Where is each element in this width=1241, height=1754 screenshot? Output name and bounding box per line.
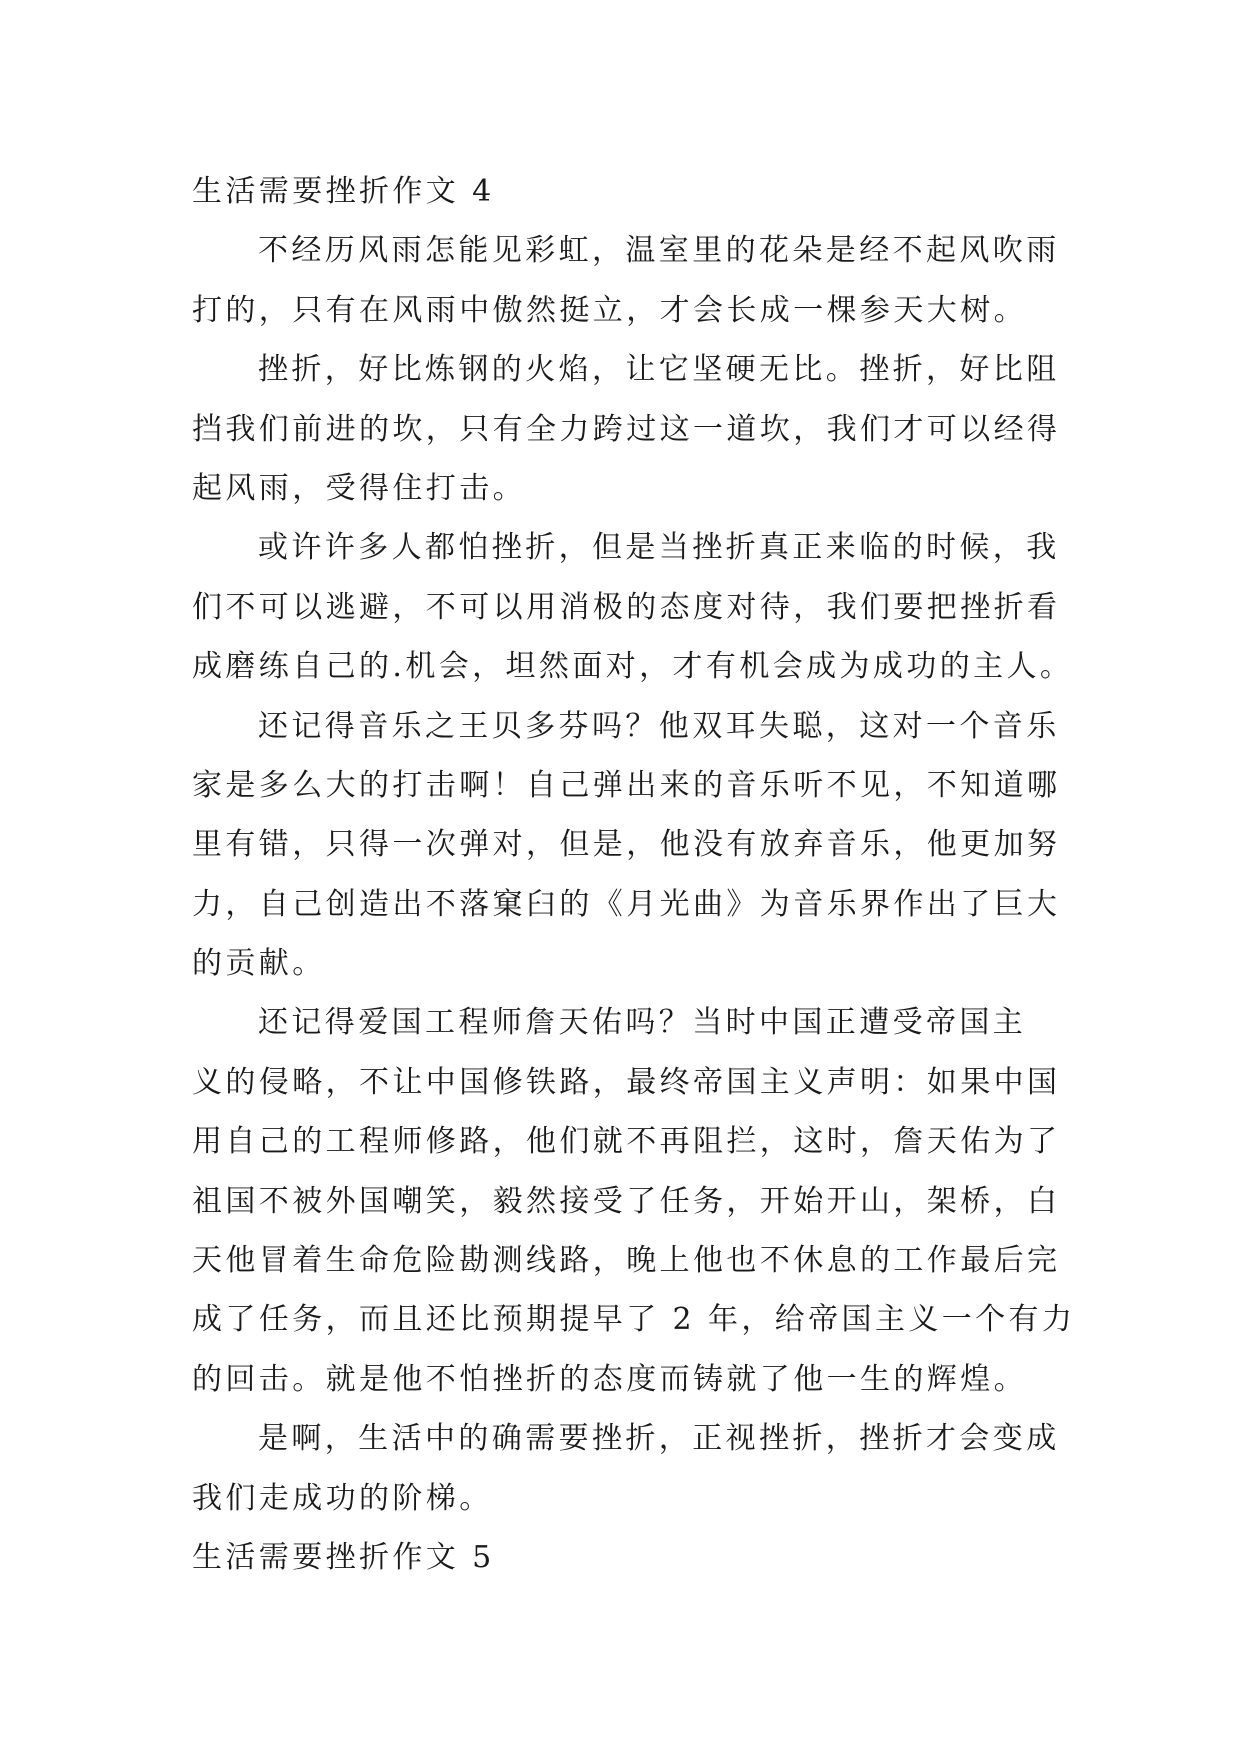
paragraph-line: 成磨练自己的.机会，坦然面对，才有机会成为成功的主人。	[192, 649, 1074, 685]
paragraph-line: 用自己的工程师修路，他们就不再阻拦，这时，詹天佑为了	[192, 1124, 1061, 1160]
paragraph-line: 挡我们前进的坎，只有全力跨过这一道坎，我们才可以经得	[192, 411, 1061, 447]
essay-heading-5: 生活需要挫折作文 5	[192, 1539, 495, 1575]
essay-heading-4: 生活需要挫折作文 4	[192, 174, 495, 209]
paragraph-line: 挫折，好比炼钢的火焰，让它坚硬无比。挫折，好比阻	[258, 352, 1060, 388]
paragraph-line: 的回击。就是他不怕挫折的态度而铸就了他一生的辉煌。	[192, 1361, 1027, 1397]
paragraph-line: 起风雨，受得住打击。	[192, 470, 526, 506]
paragraph-line: 打的，只有在风雨中傲然挺立，才会长成一棵参天大树。	[192, 292, 1027, 328]
paragraph-line: 是啊，生活中的确需要挫折，正视挫折，挫折才会变成	[258, 1421, 1060, 1457]
paragraph-line: 成了任务，而且还比预期提早了 2 年，给帝国主义一个有力	[192, 1302, 1076, 1338]
document-body	[192, 162, 1076, 1587]
paragraph-line: 天他冒着生命危险勘测线路，晚上他也不休息的工作最后完	[192, 1243, 1061, 1279]
paragraph-line: 家是多么大的打击啊！自己弹出来的音乐听不见，不知道哪	[192, 767, 1061, 803]
paragraph-line: 里有错，只得一次弹对，但是，他没有放弃音乐，他更加努	[192, 827, 1061, 863]
paragraph-line: 义的侵略，不让中国修铁路，最终帝国主义声明：如果中国	[192, 1064, 1061, 1100]
paragraph-line: 不经历风雨怎能见彩虹，温室里的花朵是经不起风吹雨	[258, 233, 1060, 269]
paragraph-line: 我们走成功的阶梯。	[192, 1480, 493, 1516]
paragraph-line: 或许许多人都怕挫折，但是当挫折真正来临的时候，我	[258, 530, 1060, 566]
paragraph-line: 祖国不被外国嘲笑，毅然接受了任务，开始开山，架桥，白	[192, 1183, 1061, 1219]
paragraph-line: 们不可以逃避，不可以用消极的态度对待，我们要把挫折看	[192, 589, 1061, 625]
paragraph-line: 力，自己创造出不落窠臼的《月光曲》为音乐界作出了巨大	[192, 886, 1061, 922]
paragraph-line: 的贡献。	[192, 946, 326, 982]
paragraph-line: 还记得爱国工程师詹天佑吗？当时中国正遭受帝国主	[258, 1005, 1027, 1041]
paragraph-line: 还记得音乐之王贝多芬吗？他双耳失聪，这对一个音乐	[258, 708, 1060, 744]
